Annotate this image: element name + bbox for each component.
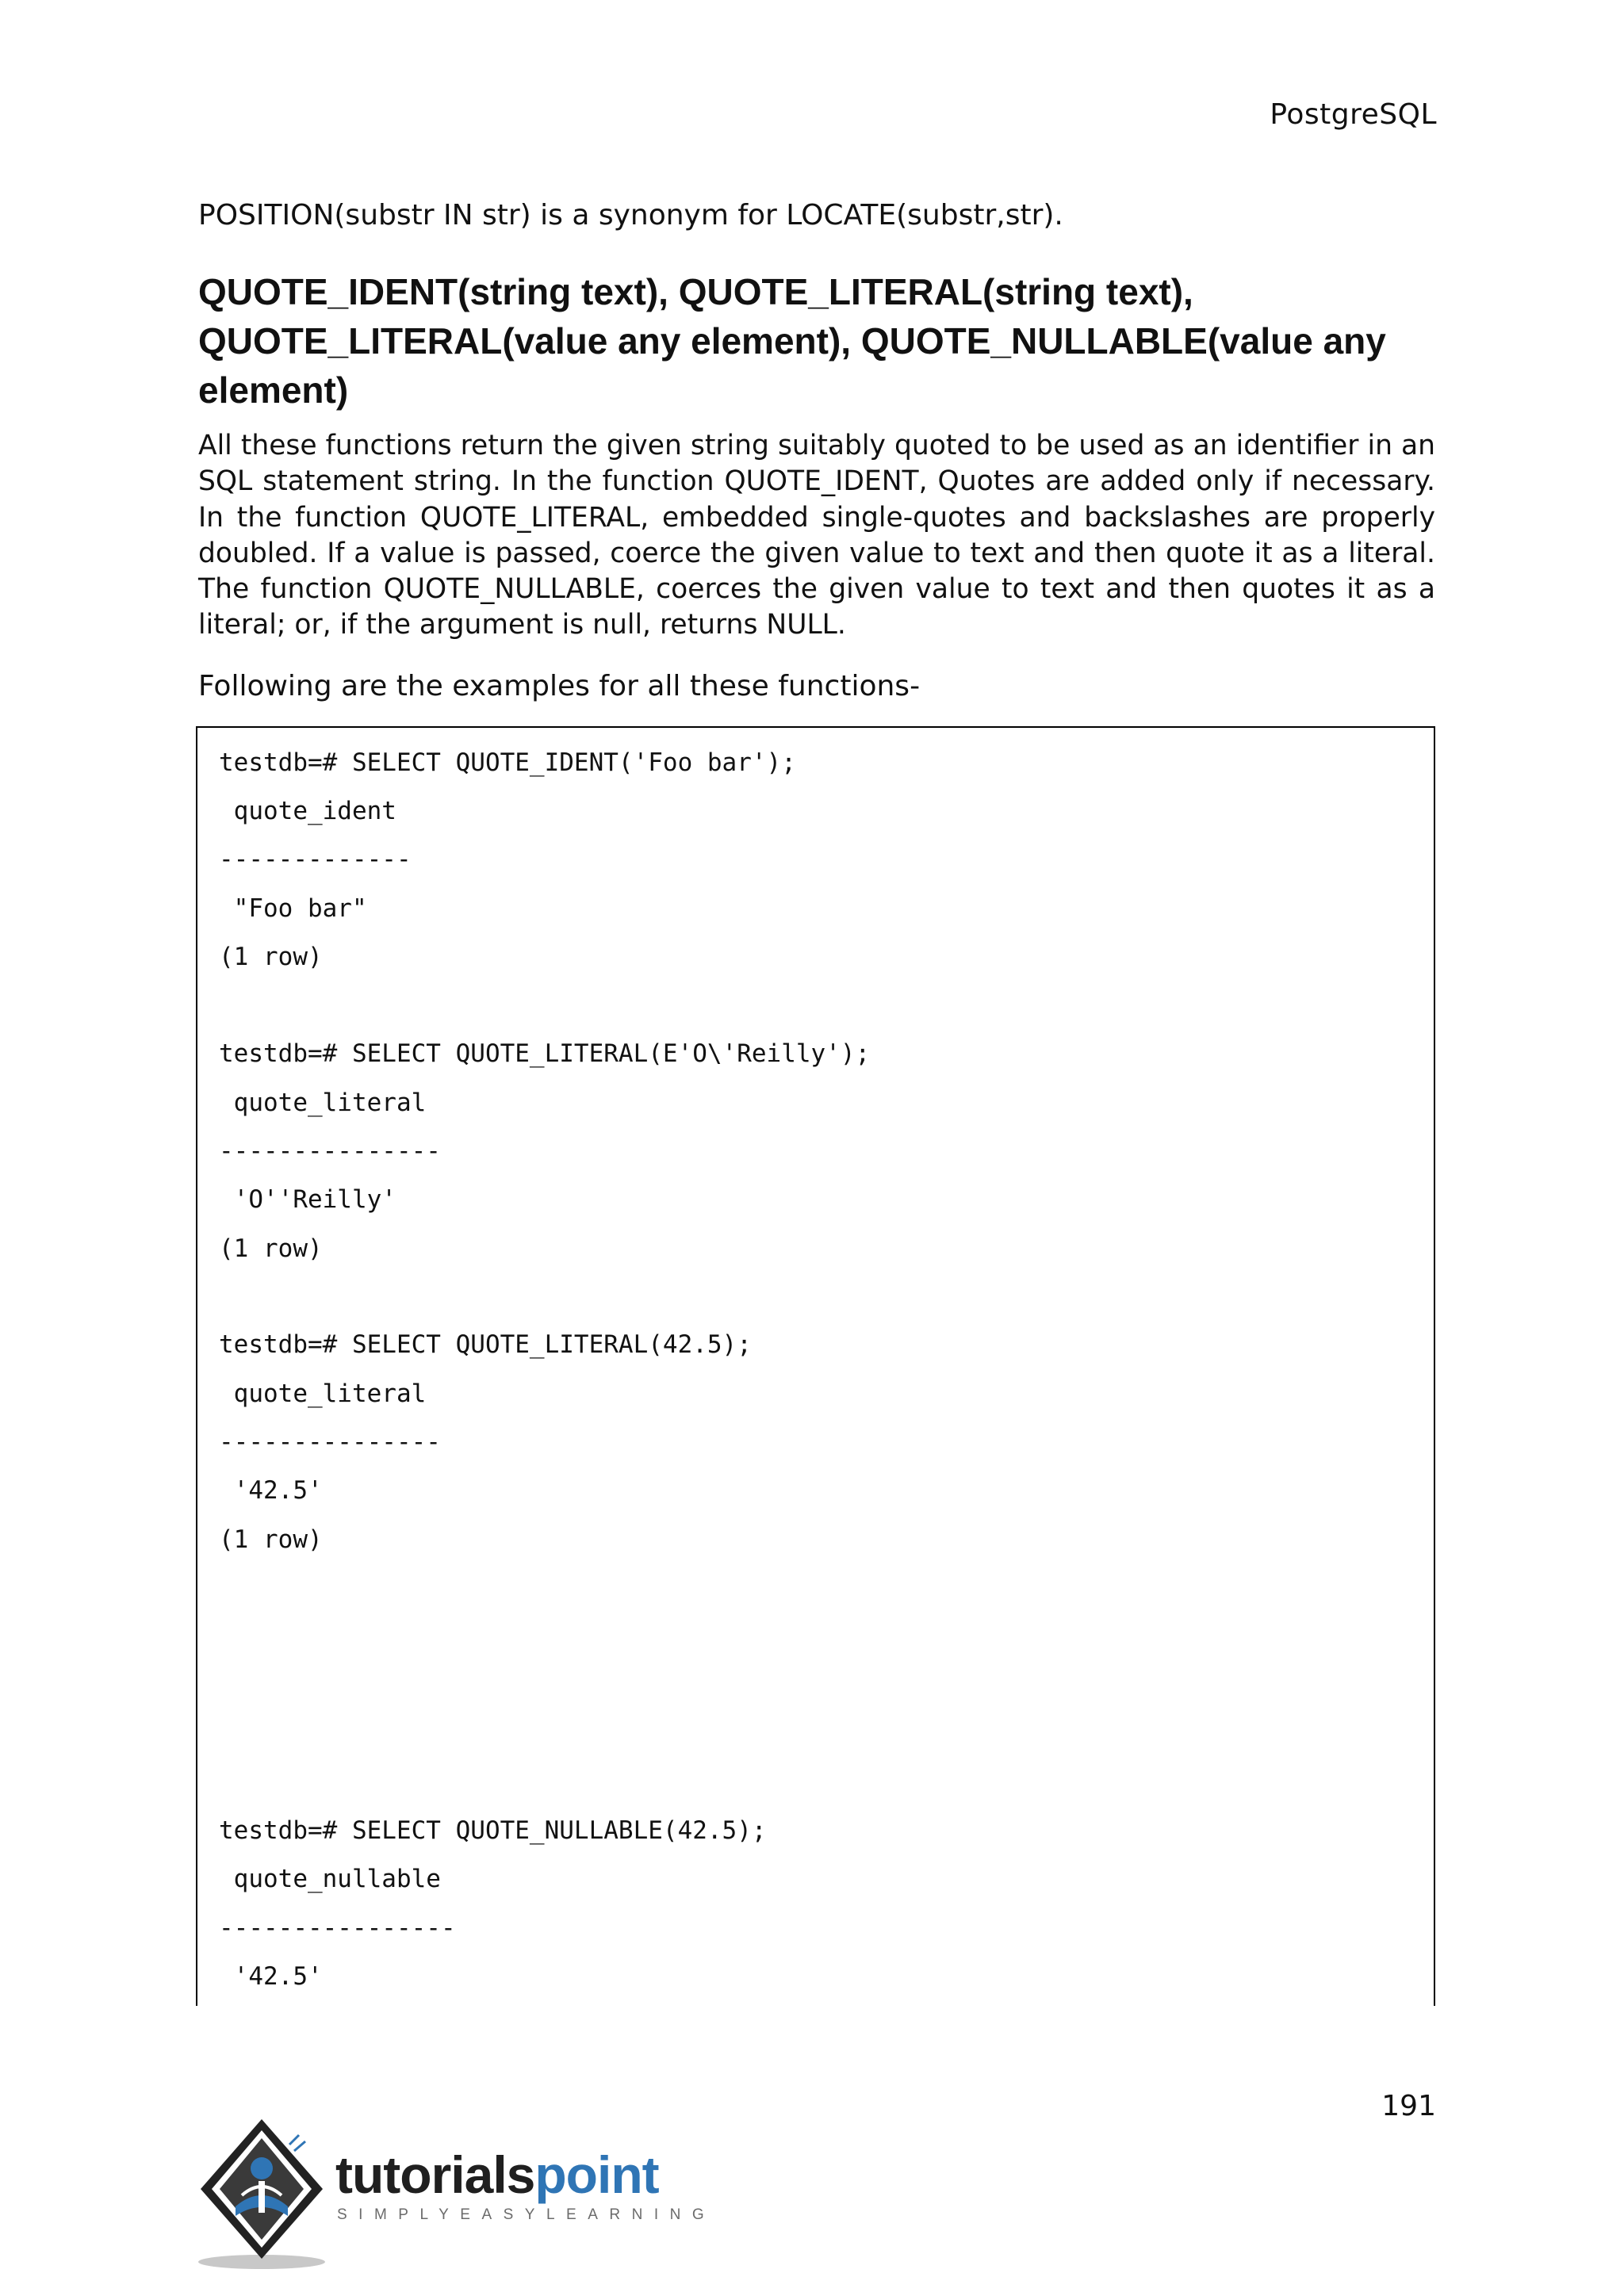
- code-line-17: quote_nullable: [219, 1865, 441, 1893]
- code-line-15: (1 row): [219, 1525, 323, 1554]
- tutorialspoint-logo-icon: [194, 2113, 329, 2271]
- intro-paragraph: POSITION(substr IN str) is a synonym for LOCATE(substr,str).: [198, 199, 1063, 232]
- code-line-19: '42.5': [219, 1962, 323, 1991]
- code-line-1: testdb=# SELECT QUOTE_IDENT('Foo bar');: [219, 748, 796, 777]
- code-line-2: quote_ident: [219, 797, 396, 825]
- section-heading: [198, 267, 1435, 415]
- code-line-8: ---------------: [219, 1137, 441, 1165]
- code-line-9: 'O''Reilly': [219, 1185, 396, 1214]
- code-line-12: quote_literal: [219, 1380, 427, 1408]
- code-line-13: ---------------: [219, 1428, 441, 1456]
- running-header-title: PostgreSQL: [1270, 98, 1437, 131]
- code-line-5: (1 row): [219, 943, 323, 971]
- tutorialspoint-logo: [194, 2113, 716, 2271]
- code-line-10: (1 row): [219, 1234, 323, 1263]
- code-line-7: quote_literal: [219, 1089, 427, 1117]
- code-line-6: testdb=# SELECT QUOTE_LITERAL(E'O\'Reilly');: [219, 1039, 871, 1068]
- code-line-16: testdb=# SELECT QUOTE_NULLABLE(42.5);: [219, 1816, 767, 1845]
- section-heading-line-1: QUOTE_IDENT(string text), QUOTE_LITERAL(string text),: [198, 271, 1193, 312]
- logo-word-point: point: [534, 2145, 659, 2204]
- section-heading-line-3: element): [198, 369, 349, 411]
- code-line-3: -------------: [219, 845, 412, 874]
- examples-intro: Following are the examples for all these functions-: [198, 670, 921, 702]
- logo-wordmark: [335, 2145, 659, 2205]
- page-number: 191: [1381, 2090, 1436, 2122]
- code-line-4: "Foo bar": [219, 894, 367, 923]
- code-example-box: [196, 726, 1435, 2006]
- section-heading-line-2: QUOTE_LITERAL(value any element), QUOTE_NULLABLE(value any: [198, 320, 1386, 362]
- code-line-18: ----------------: [219, 1914, 456, 1942]
- code-line-14: '42.5': [219, 1476, 323, 1505]
- logo-tagline: SIMPLYEASYLEARNING: [337, 2206, 716, 2223]
- description-paragraph: All these functions return the given string suitably quoted to be used as an identifier in an SQL statement string. In the function QUOTE_IDENT, Quotes are added only if necessary. In the function QUOTE_LITERAL, embedded single-quotes and backslashes are properly doubled. If a value is passed, coerce the given value to text and then quote it as a literal. The function QUOTE_NULLABLE, coerces the given value to text and then quotes it as a literal; or, if the argument is null, returns NULL.: [198, 430, 1435, 641]
- logo-word-tutorials: tutorials: [335, 2145, 535, 2204]
- code-line-11: testdb=# SELECT QUOTE_LITERAL(42.5);: [219, 1330, 752, 1359]
